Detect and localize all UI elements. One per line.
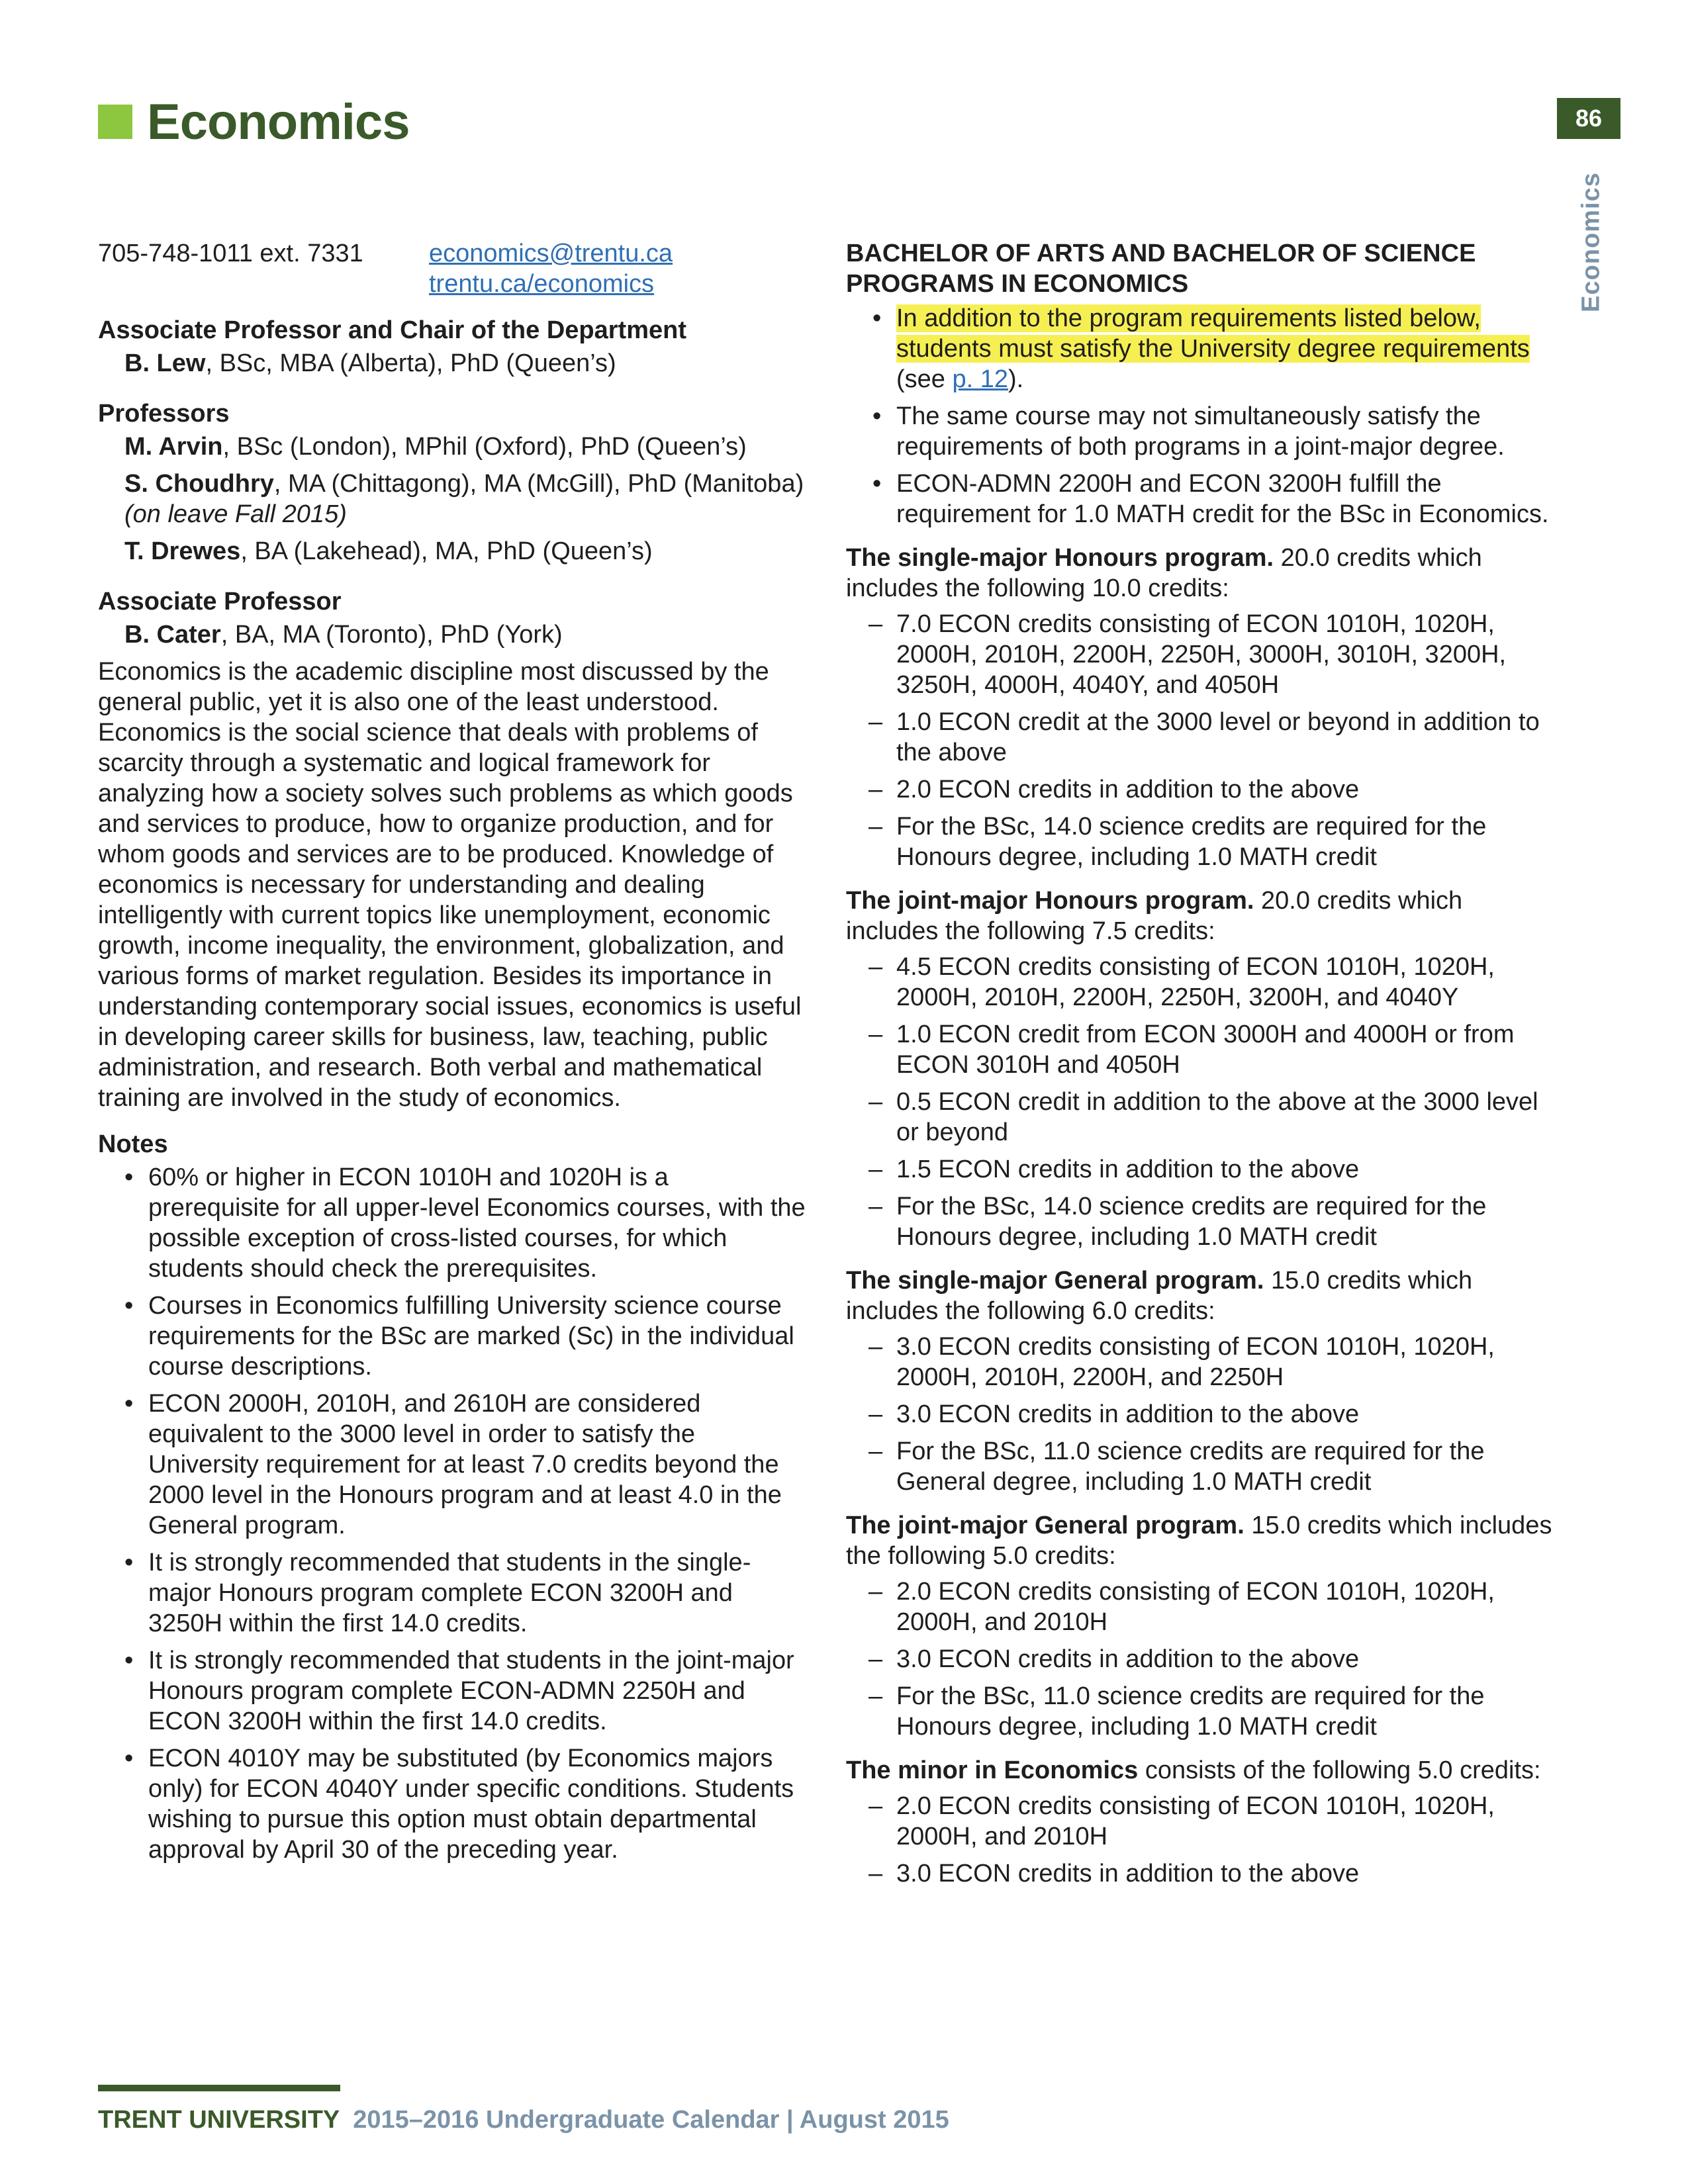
faculty-name: T. Drewes <box>124 537 241 565</box>
footer-calendar: 2015–2016 Undergraduate Calendar | August 2015 <box>353 2106 949 2134</box>
note-item: • It is strongly recommended that students in the single-major Honours program complete ECON 3200H and 3250H within the first 14.0 credits. <box>98 1547 806 1639</box>
requirement-item: – 1.0 ECON credit at the 3000 level or beyond in addition to the above <box>846 707 1561 768</box>
intro-paragraph: Economics is the academic discipline most discussed by the general public, yet it is also one of the least understood. Economics is the social science that deals with problems of scarcity through a systematic and logical framework for analyzing how a society solves such problems as which goods and services to produce, how to organize production, and for whom goods and services are to be produced. Knowledge of economics is necessary for understanding and dealing intelligently with current topics like unemployment, economic growth, income inequality, the environment, globalization, and various forms of market regulation. Besides its importance in understanding contemporary social issues, economics is useful in developing career skills for business, law, teaching, public administration, and research. Both verbal and mathematical training are involved in the study of economics. <box>98 658 802 1112</box>
requirement-item: – 2.0 ECON credits consisting of ECON 1010H, 1020H, 2000H, and 2010H <box>846 1576 1561 1637</box>
requirement-item: – For the BSc, 14.0 science credits are required for the Honours degree, including 1.0 MATH credit <box>846 1191 1561 1252</box>
program-description: The joint-major General program. 15.0 credits which includes the following 5.0 credits: <box>846 1512 1552 1570</box>
faculty-name: S. Choudhry <box>124 470 274 498</box>
program-requirements <box>846 609 1561 872</box>
contact-block <box>98 238 806 299</box>
general-requirement-item: • In addition to the program requirements listed below, students must satisfy the University degree requirements (see p. 12). <box>846 303 1561 394</box>
phone-number: 705-748-1011 ext. 7331 <box>98 240 363 267</box>
faculty-role-heading: Associate Professor and Chair of the Department <box>98 316 686 344</box>
page-header <box>98 90 409 154</box>
program-name: The single-major Honours program. <box>846 544 1274 572</box>
requirement-item: – 2.0 ECON credits consisting of ECON 1010H, 1020H, 2000H, and 2010H <box>846 1791 1561 1852</box>
requirement-item: – For the BSc, 11.0 science credits are required for the General degree, including 1.0 MATH credit <box>846 1436 1561 1497</box>
general-requirements-list <box>846 303 1561 529</box>
faculty-name: B. Cater <box>124 621 221 649</box>
requirement-item: – 7.0 ECON credits consisting of ECON 1010H, 1020H, 2000H, 2010H, 2200H, 2250H, 3000H, 3010H, 3200H, 3250H, 4000H, 4040Y, and 4050H <box>846 609 1561 700</box>
program-requirements <box>846 952 1561 1252</box>
requirement-item: – 0.5 ECON credit in addition to the above at the 3000 level or beyond <box>846 1087 1561 1148</box>
side-tab-label: Economics <box>1577 172 1605 312</box>
highlighted-requirement: In addition to the program requirements listed below, students must satisfy the University degree requirements <box>896 304 1530 363</box>
requirement-item: – 4.5 ECON credits consisting of ECON 1010H, 1020H, 2000H, 2010H, 2200H, 2250H, 3200H, and 4040Y <box>846 952 1561 1013</box>
faculty-credentials: , MA (Chittagong), MA (McGill), PhD (Manitoba) <box>273 470 804 498</box>
faculty-member <box>98 469 806 529</box>
requirement-item: – 1.0 ECON credit from ECON 3000H and 4000H or from ECON 3010H and 4050H <box>846 1019 1561 1080</box>
requirement-item: – 2.0 ECON credits in addition to the above <box>846 774 1561 805</box>
program-name: The single-major General program. <box>846 1267 1264 1295</box>
page-link[interactable]: p. 12 <box>952 365 1009 393</box>
footer-rule <box>98 2085 340 2091</box>
header-square-icon <box>98 105 132 139</box>
note-item: • ECON 4010Y may be substituted (by Economics majors only) for ECON 4040Y under specific conditions. Students wishing to pursue this option must obtain departmental approval by April 30 of the preceding year. <box>98 1743 806 1865</box>
requirement-item: – 3.0 ECON credits consisting of ECON 1010H, 1020H, 2000H, 2010H, 2200H, and 2250H <box>846 1332 1561 1392</box>
requirement-item: – 3.0 ECON credits in addition to the above <box>846 1858 1561 1889</box>
program-requirements <box>846 1332 1561 1497</box>
faculty-note: (on leave Fall 2015) <box>124 500 347 528</box>
note-item: • 60% or higher in ECON 1010H and 1020H is a prerequisite for all upper-level Economics courses, with the possible exception of cross-listed courses, for which students should check the prerequisites. <box>98 1162 806 1284</box>
notes-list <box>98 1162 806 1865</box>
page-title: Economics <box>147 93 410 150</box>
program-requirements <box>846 1576 1561 1742</box>
faculty-member <box>98 536 806 567</box>
faculty-role-heading: Associate Professor <box>98 588 342 615</box>
general-requirement-item: • ECON-ADMN 2200H and ECON 3200H fulfill the requirement for 1.0 MATH credit for the BSc in Economics. <box>846 469 1561 529</box>
requirement-item: – 3.0 ECON credits in addition to the above <box>846 1399 1561 1430</box>
program-description: The single-major General program. 15.0 credits which includes the following 6.0 credits: <box>846 1267 1473 1325</box>
faculty-member <box>98 348 806 379</box>
note-item: • Courses in Economics fulfilling University science course requirements for the BSc are marked (Sc) in the individual course descriptions. <box>98 1291 806 1382</box>
faculty-credentials: , BA, MA (Toronto), PhD (York) <box>220 621 563 649</box>
programs-heading: BACHELOR OF ARTS AND BACHELOR OF SCIENCE PROGRAMS IN ECONOMICS <box>846 240 1476 298</box>
faculty-role-heading: Professors <box>98 400 230 428</box>
program-name: The minor in Economics <box>846 1756 1139 1784</box>
faculty-name: B. Lew <box>124 349 206 377</box>
program-description: The minor in Economics consists of the following 5.0 credits: <box>846 1756 1541 1784</box>
faculty-member <box>98 619 806 650</box>
requirement-item: – 1.5 ECON credits in addition to the above <box>846 1154 1561 1185</box>
right-column <box>846 238 1561 1895</box>
left-column <box>98 238 806 1872</box>
general-requirement-item: • The same course may not simultaneously satisfy the requirements of both programs in a joint-major degree. <box>846 401 1561 462</box>
side-tab <box>1573 169 1610 315</box>
note-item: • ECON 2000H, 2010H, and 2610H are considered equivalent to the 3000 level in order to satisfy the University requirement for at least 7.0 credits beyond the 2000 level in the Honours program and at least 4.0 in the General program. <box>98 1388 806 1541</box>
program-description: The single-major Honours program. 20.0 credits which includes the following 10.0 credits: <box>846 544 1482 602</box>
program-name: The joint-major Honours program. <box>846 887 1254 915</box>
note-item: • It is strongly recommended that students in the joint-major Honours program complete ECON-ADMN 2250H and ECON 3200H within the first 14.0 credits. <box>98 1645 806 1737</box>
faculty-name: M. Arvin <box>124 433 223 461</box>
requirement-item: – For the BSc, 14.0 science credits are required for the Honours degree, including 1.0 MATH credit <box>846 811 1561 872</box>
faculty-credentials: , BA (Lakehead), MA, PhD (Queen’s) <box>240 537 653 565</box>
faculty-credentials: , BSc (London), MPhil (Oxford), PhD (Queen’s) <box>222 433 747 461</box>
notes-heading: Notes <box>98 1130 168 1158</box>
website-link[interactable]: trentu.ca/economics <box>429 270 655 298</box>
program-requirements <box>846 1791 1561 1889</box>
faculty-member <box>98 432 806 462</box>
program-name: The joint-major General program. <box>846 1512 1244 1539</box>
requirement-item: – 3.0 ECON credits in addition to the above <box>846 1644 1561 1674</box>
faculty-credentials: , BSc, MBA (Alberta), PhD (Queen’s) <box>205 349 616 377</box>
page-footer <box>98 2106 949 2134</box>
requirement-item: – For the BSc, 11.0 science credits are required for the Honours degree, including 1.0 MATH credit <box>846 1681 1561 1742</box>
email-link[interactable]: economics@trentu.ca <box>429 240 673 267</box>
page-number: 86 <box>1557 98 1620 139</box>
footer-university: TRENT UNIVERSITY <box>98 2106 340 2134</box>
program-description: The joint-major Honours program. 20.0 credits which includes the following 7.5 credits: <box>846 887 1463 945</box>
